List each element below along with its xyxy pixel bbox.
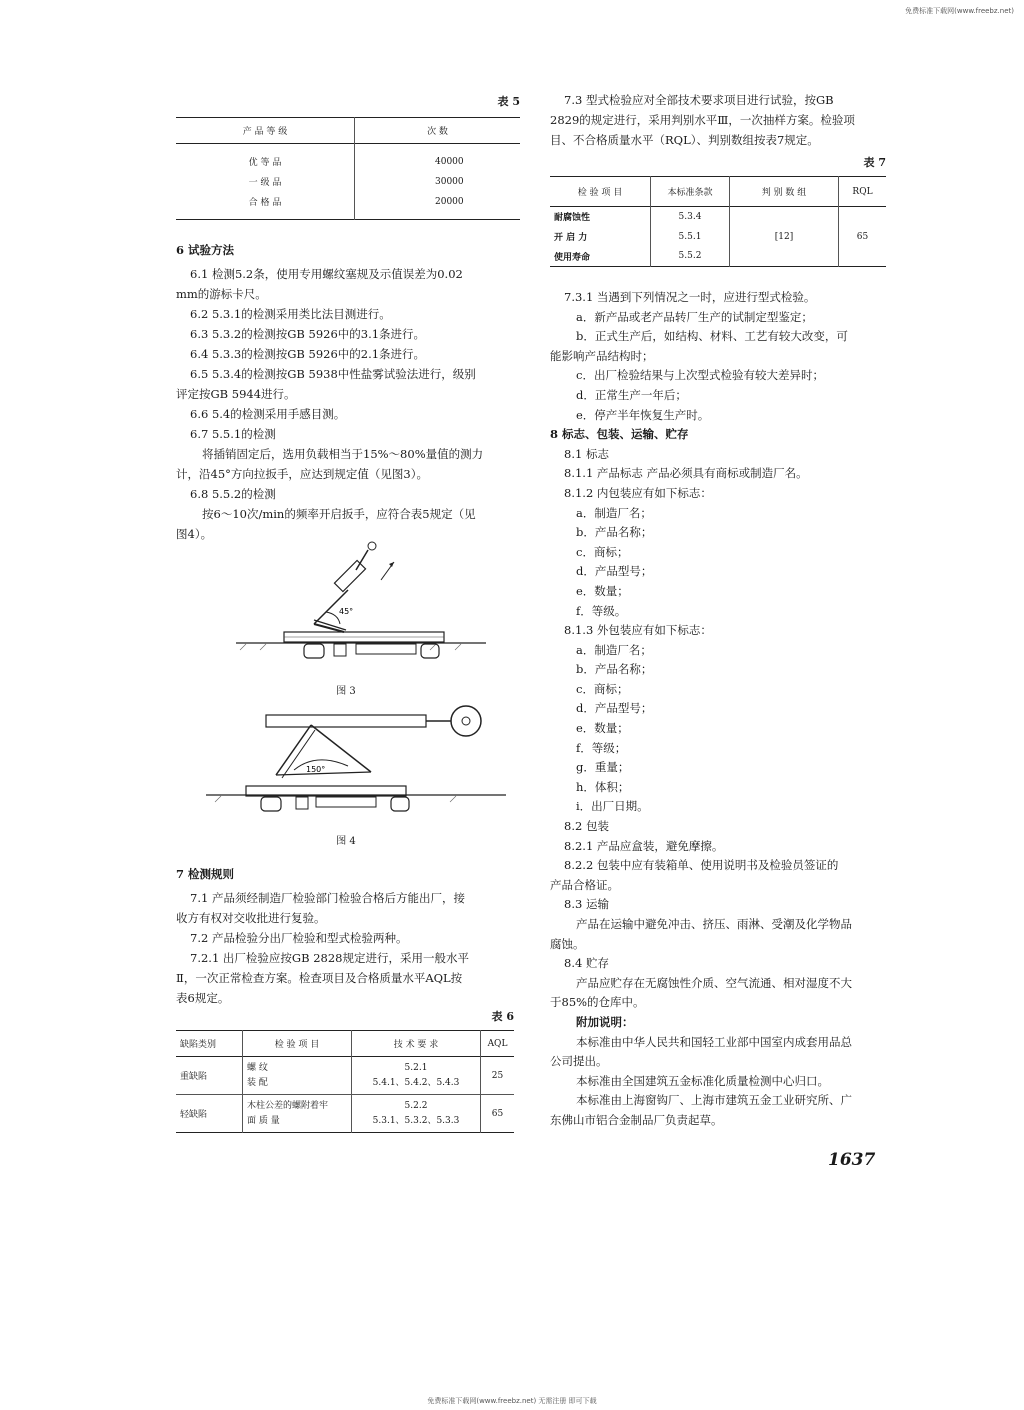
table6-class: 重缺陷: [176, 1057, 243, 1095]
table7-caption: 表 7: [863, 156, 886, 169]
table7-header: 判 别 数 组: [730, 177, 839, 207]
paragraph: 8.2 包装: [564, 819, 609, 834]
table5-block: [176, 93, 520, 220]
paragraph: 8.4 贮存: [564, 956, 609, 971]
table-row: [176, 172, 520, 192]
table7-item: 耐腐蚀性: [550, 207, 651, 227]
paragraph: b．正式生产后，如结构、材料、工艺有较大改变，可: [576, 329, 848, 344]
paragraph: d．正常生产一年后；: [576, 387, 687, 402]
paragraph: 8.1 标志: [564, 446, 609, 461]
paragraph: 8.1.1 产品标志 产品必须具有商标或制造厂名。: [564, 466, 808, 481]
table6-req: 5.3.1、5.3.2、5.3.3: [372, 1115, 460, 1126]
paragraph: 腐蚀。: [550, 936, 585, 951]
table7-header: 检 验 项 目: [550, 177, 651, 207]
section7-3: [550, 90, 900, 150]
table6-header: 技 术 要 求: [352, 1031, 481, 1057]
paragraph: 6.6 5.4的检测采用手感目测。: [190, 407, 346, 421]
paragraph: e．数量；: [576, 583, 629, 598]
table-row: [176, 1095, 514, 1133]
paragraph: 公司提出。: [550, 1054, 608, 1069]
paragraph: 7.2.1 出厂检验应按GB 2828规定进行，采用一般水平: [190, 951, 469, 965]
section7: [176, 864, 526, 1008]
paragraph: 将插销固定后，选用负载相当于15%～80%量值的测力: [202, 447, 484, 461]
paragraph: c．出厂检验结果与上次型式检验有较大差异时；: [576, 368, 824, 383]
table-row: [176, 1057, 514, 1095]
table7-block: [550, 154, 886, 267]
paragraph: 7.3.1 当遇到下列情况之一时，应进行型式检验。: [564, 290, 816, 304]
section7-title: 7 检测规则: [176, 867, 235, 881]
paragraph: 附加说明：: [576, 1014, 634, 1029]
paragraph: 8.2.2 包装中应有装箱单、使用说明书及检验员签证的: [564, 858, 839, 873]
table5-count: 40000: [435, 156, 464, 167]
paragraph: 收方有权对交收批进行复验。: [176, 911, 326, 925]
table-row: [550, 207, 886, 227]
table6-header: 检 验 项 目: [243, 1031, 352, 1057]
paragraph: 能影响产品结构时；: [550, 348, 654, 363]
paragraph: f．等级；: [576, 740, 627, 755]
paragraph: 6.3 5.3.2的检测按GB 5926中的3.1条进行。: [190, 327, 426, 341]
paragraph: d．产品型号；: [576, 701, 653, 716]
figure4-drawing: [206, 700, 506, 830]
paragraph: i．出厂日期。: [576, 799, 649, 814]
figure3-caption: 图 3: [336, 686, 356, 697]
paragraph: 图4）。: [176, 527, 213, 541]
table6-block: [176, 1008, 514, 1133]
table7-clause: 5.3.4: [651, 207, 730, 227]
table6-item: 装 配: [247, 1077, 268, 1088]
paragraph: 6.2 5.3.1的检测采用类比法目测进行。: [190, 307, 391, 321]
footer-watermark: 免费标准下载网(www.freebz.net) 无需注册 即可下载: [427, 1397, 597, 1405]
table5-count: 20000: [435, 196, 464, 207]
table6-caption: 表 6: [491, 1010, 514, 1023]
paragraph: h．体积；: [576, 779, 630, 794]
table6-req: 5.2.2: [404, 1100, 428, 1111]
paragraph: 东佛山市铝合金制品厂负责起草。: [550, 1112, 723, 1127]
paragraph: 表6规定。: [176, 991, 230, 1005]
table5-header-count: 次 数: [427, 127, 448, 137]
paragraph: 产品合格证。: [550, 877, 619, 892]
paragraph: 本标准由上海窗钩厂、上海市建筑五金工业研究所、广: [576, 1093, 852, 1108]
paragraph: 8 标志、包装、运输、贮存: [550, 427, 689, 442]
paragraph: a．新产品或老产品转厂生产的试制定型鉴定；: [576, 309, 813, 324]
table6-req: 5.4.1、5.4.2、5.4.3: [372, 1077, 460, 1088]
table6-item: 木柱公差的螺附着牢: [247, 1100, 329, 1111]
table6-class: 轻缺陷: [176, 1095, 243, 1133]
paragraph: 6.1 检测5.2条，使用专用螺纹塞规及示值误差为0.02: [190, 267, 463, 281]
paragraph: 评定按GB 5944进行。: [176, 387, 296, 401]
table5-count: 30000: [435, 176, 464, 187]
paragraph: 8.1.3 外包装应有如下标志：: [564, 623, 712, 638]
paragraph: 8.2.1 产品应盒装，避免摩擦。: [564, 838, 724, 853]
paragraph: 本标准由全国建筑五金标准化质量检测中心归口。: [576, 1073, 829, 1088]
table5: [176, 117, 520, 220]
table6-header: 缺陷类别: [176, 1031, 243, 1057]
paragraph: b．产品名称；: [576, 525, 653, 540]
table7-rql: 65: [856, 231, 869, 242]
paragraph: c．商标；: [576, 544, 629, 559]
table-row: [176, 152, 520, 172]
table7-item: 开 启 力: [550, 227, 651, 247]
section6-title: 6 试验方法: [176, 243, 235, 257]
paragraph: a．制造厂名；: [576, 642, 652, 657]
paragraph: e．数量；: [576, 721, 629, 736]
table5-caption: 表 5: [497, 95, 520, 108]
table6-item: 面 质 量: [247, 1115, 280, 1126]
paragraph: 按6～10次/min的频率开启扳手，应符合表5规定（见: [202, 507, 476, 521]
paragraph: 产品应贮存在无腐蚀性介质、空气流通、相对湿度不大: [576, 975, 852, 990]
paragraph: 7.2 产品检验分出厂检验和型式检验两种。: [190, 931, 408, 945]
table6: [176, 1030, 514, 1133]
paragraph: 6.5 5.3.4的检测按GB 5938中性盐雾试验法进行，级别: [190, 367, 476, 381]
paragraph: 7.3 型式检验应对全部技术要求项目进行试验，按GB: [564, 93, 834, 107]
paragraph: 8.3 运输: [564, 897, 609, 912]
paragraph: 8.1.2 内包装应有如下标志：: [564, 485, 712, 500]
paragraph: c．商标；: [576, 681, 629, 696]
table7-item: 使用寿命: [550, 247, 651, 267]
paragraph: e．停产半年恢复生产时。: [576, 407, 710, 422]
table5-grade: 合 格 品: [176, 192, 355, 212]
paragraph: 计，沿45°方向拉扳手，应达到规定值（见图3）。: [176, 467, 428, 481]
paragraph: b．产品名称；: [576, 662, 653, 677]
table7: [550, 176, 886, 267]
paragraph: g．重量；: [576, 760, 630, 775]
table5-grade: 优 等 品: [176, 152, 355, 172]
section6: [176, 240, 526, 544]
paragraph: 本标准由中华人民共和国轻工业部中国室内成套用品总: [576, 1034, 852, 1049]
table6-item: 螺 纹: [247, 1062, 268, 1073]
paragraph: a．制造厂名；: [576, 505, 652, 520]
figure4-angle: 150°: [306, 765, 326, 774]
paragraph: f．等级。: [576, 603, 627, 618]
paragraph: 目、不合格质量水平（RQL）、判别数组按表7规定。: [550, 133, 819, 147]
table7-header: 本标准条款: [651, 177, 730, 207]
table6-aql: 25: [491, 1070, 504, 1081]
table5-header-grade: 产 品 等 级: [176, 118, 355, 144]
paragraph: 产品在运输中避免冲击、挤压、雨淋、受潮及化学物品: [576, 917, 852, 931]
paragraph: 6.4 5.3.3的检测按GB 5926中的2.1条进行。: [190, 347, 426, 361]
figure4-caption: 图 4: [336, 836, 356, 847]
table5-grade: 一 级 品: [176, 172, 355, 192]
table6-req: 5.2.1: [404, 1062, 428, 1073]
paragraph: 6.8 5.5.2的检测: [190, 487, 276, 501]
right-column-text: [550, 288, 910, 1131]
paragraph: 6.7 5.5.1的检测: [190, 427, 276, 441]
table7-header: RQL: [852, 186, 873, 197]
paragraph: d．产品型号；: [576, 564, 653, 579]
table7-clause: 5.5.2: [651, 247, 730, 267]
paragraph: 7.1 产品须经制造厂检验部门检验合格后方能出厂，接: [190, 891, 465, 905]
table6-header: AQL: [487, 1038, 508, 1049]
table-row: [176, 192, 520, 212]
table7-group: [12]: [730, 207, 839, 267]
header-watermark: 免费标准下载网(www.freebz.net): [905, 7, 1014, 15]
figure3-drawing: [236, 540, 486, 670]
paragraph: 2829的规定进行，采用判别水平Ⅲ，一次抽样方案。检验项: [550, 113, 855, 127]
paragraph: Ⅱ，一次正常检查方案。检查项目及合格质量水平AQL按: [176, 971, 463, 985]
page-number: 1637: [828, 1150, 876, 1170]
paragraph: mm的游标卡尺。: [176, 287, 267, 301]
paragraph: 于85%的仓库中。: [550, 995, 645, 1010]
figure3-angle: 45°: [339, 607, 354, 616]
table6-aql: 65: [491, 1108, 504, 1119]
table7-clause: 5.5.1: [651, 227, 730, 247]
